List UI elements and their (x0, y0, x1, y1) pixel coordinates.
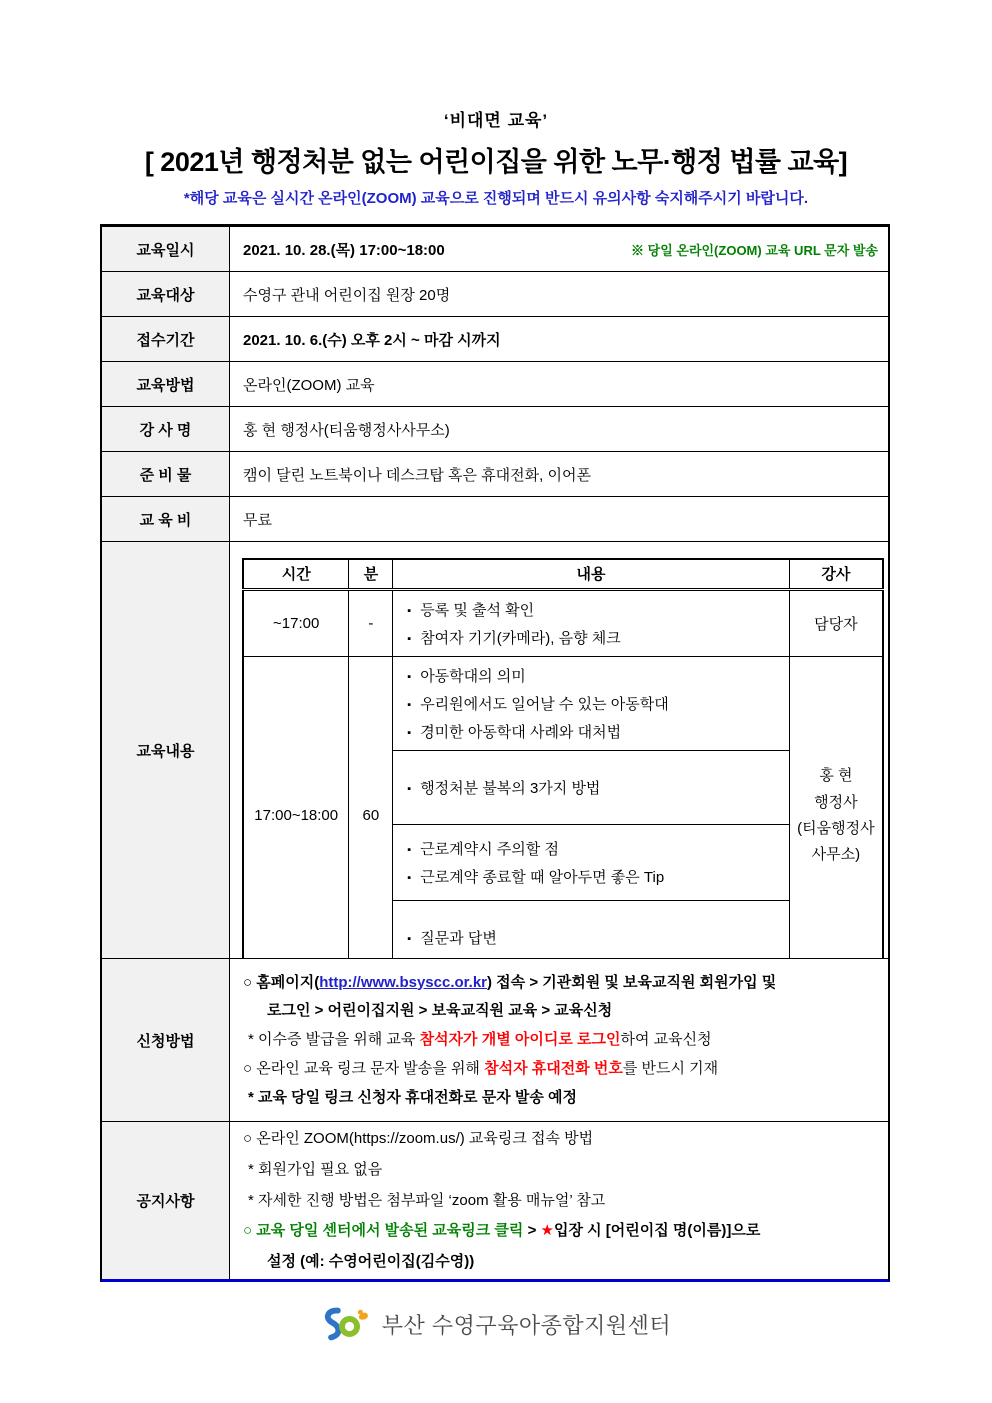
schedule-bullet-item: ▪ 우리원에서도 일어날 수 있는 아동학대 (407, 695, 669, 713)
bullet-square-icon: ▪ (407, 698, 412, 711)
row-value-cell (230, 452, 888, 496)
col-header-content: 내용 (393, 559, 790, 589)
bullet-square-icon: ▪ (407, 726, 412, 739)
highlight-phone-number: 참석자 휴대전화 번호 (484, 1059, 623, 1077)
schedule-bullet-item: ▪ 참여자 기기(카메라), 음향 체크 (407, 629, 621, 647)
org-name: 부산 수영구육아종합지원센터 (381, 1312, 672, 1338)
bullet-square-icon: ▪ (407, 782, 412, 795)
schedule-row-registration (243, 589, 883, 656)
col-header-lecturer: 강사 (789, 559, 883, 589)
url-sms-note: ※ 당일 온라인(ZOOM) 교육 URL 문자 발송 (631, 242, 878, 258)
apply-line-phone-number: ○ 온라인 교육 링크 문자 발송을 위해 참석자 휴대전화 번호를 반드시 기재 (243, 1059, 719, 1077)
row-label: 교육일시 (102, 227, 230, 271)
row-label: 교 육 비 (102, 497, 230, 541)
apply-line-homepage: ○ 홈페이지(http://www.bsyscc.or.kr) 접속 > 기관회원 및 보육교직원 회원가입 및 (243, 973, 777, 991)
highlight-individual-login: 참석자가 개별 아이디로 로그인 (419, 1031, 621, 1049)
education-method-value: 온라인(ZOOM) 교육 (243, 376, 375, 394)
row-label: 교육대상 (102, 272, 230, 316)
lecturer-cell-merged: 홍 현 행정사 (티움행정사 사무소) (789, 656, 883, 958)
schedule-bullet-item: ▪ 등록 및 출석 확인 (407, 601, 535, 619)
row-value-cell (230, 497, 888, 541)
schedule-cell (230, 542, 888, 958)
row-education-fee (102, 497, 888, 542)
kicker-title: ‘비대면 교육’ (443, 111, 549, 130)
apply-method-cell (230, 959, 888, 1121)
apply-line-certificate: * 이수증 발급을 위해 교육 참석자가 개별 아이디로 로그인하여 교육신청 (248, 1031, 712, 1049)
schedule-row-abuse (243, 656, 883, 750)
minutes-cell-merged: 60 (349, 656, 393, 958)
bullet-square-icon: ▪ (407, 632, 412, 645)
apply-line-sms-plan: * 교육 당일 링크 신청자 휴대전화로 문자 발송 예정 (248, 1088, 577, 1106)
schedule-table (242, 558, 884, 958)
row-education-method (102, 362, 888, 407)
notice-line-manual: * 자세한 진행 방법은 첨부파일 ‘zoom 활용 매뉴얼’ 참고 (248, 1191, 606, 1209)
apply-line-login-path: 로그인 > 어린이집지원 > 보육교직원 교육 > 교육신청 (267, 1002, 613, 1020)
content-cell (393, 589, 790, 656)
row-label: 공지사항 (102, 1122, 230, 1279)
schedule-bullet-item: ▪ 근로계약시 주의할 점 (407, 840, 559, 858)
schedule-bullet-item: ▪ 경미한 아동학대 사례와 대처법 (407, 723, 622, 741)
subtitle-warning: *해당 교육은 실시간 온라인(ZOOM) 교육으로 진행되며 반드시 유의사항 숙지해주시기 바랍니다. (183, 190, 809, 207)
notice-line-link-click: ○ 교육 당일 센터에서 발송된 교육링크 클릭 > ★입장 시 [어린이집 명(이름)]으로 (243, 1222, 761, 1240)
row-value-cell (230, 317, 888, 361)
minutes-cell: - (349, 589, 393, 656)
page-title: [ 2021년 행정처분 없는 어린이집을 위한 노무·행정 법률 교육] (144, 147, 848, 177)
row-value-cell (230, 227, 888, 271)
schedule-bullet-item: ▪ 근로계약 종료할 때 알아두면 좋은 Tip (407, 868, 665, 886)
row-value-cell (230, 362, 888, 406)
schedule-bullet-item: ▪ 행정처분 불복의 3가지 방법 (407, 779, 601, 797)
bullet-square-icon: ▪ (407, 843, 412, 856)
row-label: 교육내용 (102, 542, 230, 958)
education-fee-value: 무료 (243, 511, 272, 529)
bullet-square-icon: ▪ (407, 933, 412, 946)
highlight-link-click: ○ 교육 당일 센터에서 발송된 교육링크 클릭 (243, 1222, 524, 1240)
schedule-bullet-item: ▪ 질문과 답변 (407, 930, 497, 948)
time-cell-merged: 17:00~18:00 (243, 656, 349, 958)
schedule-bullet-item: ▪ 아동학대의 의미 (407, 667, 526, 685)
row-label: 교육방법 (102, 362, 230, 406)
org-logo-icon (321, 1304, 373, 1344)
schedule-header-row (243, 559, 883, 589)
notice-line-no-signup: * 회원가입 필요 없음 (248, 1160, 383, 1178)
bullet-square-icon: ▪ (407, 871, 412, 884)
education-datetime-value: 2021. 10. 28.(목) 17:00~18:00 (243, 241, 445, 259)
content-cell (393, 824, 790, 900)
homepage-link[interactable]: http://www.bsyscc.or.kr (319, 973, 488, 991)
row-education-content (102, 542, 888, 959)
row-supplies (102, 452, 888, 497)
bullet-square-icon: ▪ (407, 670, 412, 683)
content-cell (393, 900, 790, 958)
row-value-cell (230, 407, 888, 451)
time-cell: ~17:00 (243, 589, 349, 656)
row-education-datetime (102, 227, 888, 272)
supplies-value: 캠이 달린 노트북이나 데스크탑 혹은 휴대전화, 이어폰 (243, 466, 591, 484)
document-header (0, 0, 992, 208)
star-icon: ★ (540, 1222, 554, 1240)
notice-cell (230, 1122, 888, 1279)
bullet-square-icon: ▪ (407, 604, 412, 617)
col-header-minutes: 분 (349, 559, 393, 589)
education-target-value: 수영구 관내 어린이집 원장 20명 (243, 286, 451, 304)
notice-line-name-setting: 설정 (예: 수영어린이집(김수영)) (267, 1253, 475, 1271)
footer (0, 1304, 992, 1344)
row-application-period (102, 317, 888, 362)
lecturer-cell: 담당자 (789, 589, 883, 656)
content-cell (393, 750, 790, 824)
row-label: 접수기간 (102, 317, 230, 361)
info-table (100, 224, 890, 1282)
row-apply-method (102, 959, 888, 1122)
content-cell (393, 656, 790, 750)
row-education-target (102, 272, 888, 317)
row-label: 신청방법 (102, 959, 230, 1121)
row-label: 준 비 물 (102, 452, 230, 496)
lecturer-name-value: 홍 현 행정사(티움행정사사무소) (243, 421, 450, 439)
row-value-cell (230, 272, 888, 316)
col-header-time: 시간 (243, 559, 349, 589)
row-label: 강 사 명 (102, 407, 230, 451)
row-notice (102, 1122, 888, 1279)
notice-line-zoom-access: ○ 온라인 ZOOM(https://zoom.us/) 교육링크 접속 방법 (243, 1130, 594, 1147)
application-period-value: 2021. 10. 6.(수) 오후 2시 ~ 마감 시까지 (243, 331, 501, 349)
row-lecturer-name (102, 407, 888, 452)
